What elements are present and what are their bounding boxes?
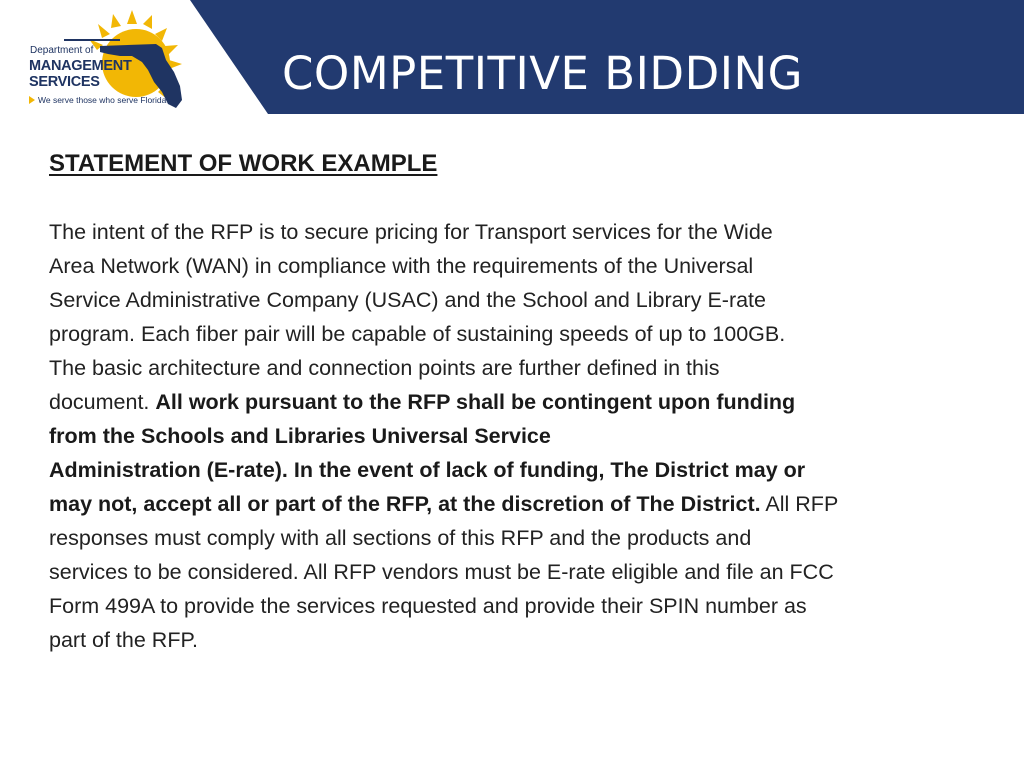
text-run: Form 499A to provide the services requested and provide their SPIN number as <box>49 594 807 618</box>
paragraph-line <box>49 419 994 453</box>
logo-management-text: MANAGEMENT <box>29 58 132 74</box>
bold-text-run: may not, accept all or part of the RFP, at the discretion of The District. <box>49 492 761 516</box>
text-run: responses must comply with all sections of this RFP and the products and <box>49 526 752 550</box>
text-run: All RFP <box>760 492 839 516</box>
section-heading: STATEMENT OF WORK EXAMPLE <box>49 150 438 177</box>
text-run: Service Administrative Company (USAC) and the School and Library E-rate <box>49 288 766 312</box>
logo-services-text: SERVICES <box>29 74 100 90</box>
text-run: The basic architecture and connection points are further defined in this <box>49 356 720 380</box>
logo-department-text: Department of <box>30 45 94 56</box>
paragraph-line <box>49 589 994 623</box>
paragraph-line <box>49 283 994 317</box>
logo-tagline <box>29 95 166 105</box>
body-paragraph <box>49 215 994 657</box>
paragraph-line <box>49 249 994 283</box>
paragraph-line <box>49 385 994 419</box>
bold-text-run: All work pursuant to the RFP shall be contingent upon funding <box>155 390 796 414</box>
text-run: The intent of the RFP is to secure pricing for Transport services for the Wide <box>49 220 773 244</box>
paragraph-line <box>49 351 994 385</box>
paragraph-line <box>49 521 994 555</box>
text-run: document. <box>49 390 156 414</box>
logo-tagline-text: We serve those who serve Florida <box>38 95 167 105</box>
bold-text-run: Administration (E-rate). In the event of lack of funding, The District may or <box>49 458 806 482</box>
paragraph-line <box>49 215 994 249</box>
text-run: services to be considered. All RFP vendors must be E-rate eligible and file an FCC <box>49 560 834 584</box>
paragraph-line <box>49 487 994 521</box>
text-run: part of the RFP. <box>49 628 198 652</box>
paragraph-line <box>49 623 994 657</box>
text-run: Area Network (WAN) in compliance with the requirements of the Universal <box>49 254 754 278</box>
slide-title: COMPETITIVE BIDDING <box>282 47 804 100</box>
text-run: program. Each fiber pair will be capable of sustaining speeds of up to 100GB. <box>49 322 786 346</box>
play-triangle-icon <box>29 96 35 104</box>
paragraph-line <box>49 555 994 589</box>
paragraph-line <box>49 317 994 351</box>
paragraph-line <box>49 453 994 487</box>
bold-text-run: from the Schools and Libraries Universal Service <box>49 424 551 448</box>
